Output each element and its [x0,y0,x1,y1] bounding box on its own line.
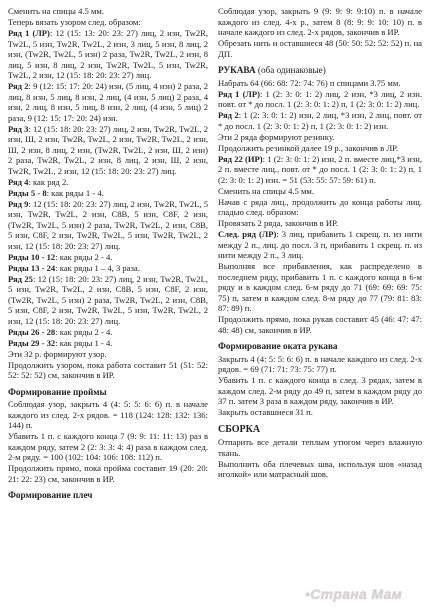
instruction-text: : 1 (2: 3: 0: 1: 2) лиц, 2 изн, *3 лиц, 2 изн. повт. от * до посл. 1 (2: 3: 0: 1: 2) п, 1 (2: 3: 0: 1: 2) лиц. [218,88,422,109]
instruction-paragraph [8,463,208,484]
instruction-paragraph [218,407,422,418]
instruction-text: Начав с ряда лиц., продолжить до конца работы лиц. гладью след. образом: [218,196,422,217]
instruction-text: Эти 32 р. формируют узор. [8,348,107,359]
instruction-paragraph [218,110,422,131]
watermark-text: Страна Мам [310,586,403,602]
row-label: Ряд 1 (ЛР) [8,28,50,38]
instruction-paragraph [218,78,422,89]
instruction-paragraph [218,375,422,407]
instruction-paragraph [8,124,208,177]
instruction-text: Обрезать нить и оставшиеся 48 (50: 50: 52: 52: 52) п. на ДП. [218,38,422,59]
instruction-text: Выполнить оба плечевых шва, используя шов «назад иголкой» или матрасный шов. [218,458,422,479]
instruction-text: Продолжить узором, пока работа составит 51 (51: 52: 52: 52: 52) см, закончив в ИР. [8,359,208,380]
row-label: Ряд 3 [8,123,29,134]
instruction-paragraph [218,6,422,38]
row-label: Ряд 1 (ЛР) [218,88,260,99]
instruction-paragraph [218,197,422,218]
instruction-text: Убавить 1 п. с каждого конца в след. 3 рядах, затем в каждом след. 2-м ряду до 49 п, затем в каждом ряду до 37 п. затем 3 раза в каждом ряду, закончив в ИР. [218,375,422,406]
watermark-dot: • [305,586,311,602]
site-watermark [305,586,425,608]
instruction-paragraph [8,17,208,28]
row-label: Ряды 5 - 8 [8,187,47,198]
instruction-text: : как ряды 1 - 4. [55,337,113,348]
instruction-paragraph [8,252,208,263]
instruction-text: Убавить 1 п. с каждого конца 7 (9: 9: 11: 11: 13) раз в каждом ряду, затем 2 (2: 3: 3: 4: 4) раза в каждом след. 2-м ряду. = 100 (102: 104: 106: 108: 112) п. [8,431,208,462]
section-heading [8,490,208,501]
instruction-paragraph [8,263,208,274]
section-heading-text: Формирование плеч [8,490,93,500]
section-heading-text: СБОРКА [218,423,261,435]
section-heading-text: Формирование проймы [8,386,107,397]
instruction-paragraph [218,437,422,458]
instruction-text: : 1 (2: 3: 0: 1: 2) изн, 2 п. вместе лиц,*3 изн, 2 п. вместе лиц., повт. от * до посл. 1 (2: 3: 0: 1: 2) п, 1 (2: 3: 0: 1: 2) изн. = 51 (53: 55: 57: 59: 61) п. [218,153,422,185]
instruction-paragraph [218,229,422,261]
instruction-text: : как ряды 1 - 4. [46,187,104,198]
row-label: Ряды 13 - 24 [8,262,56,273]
row-label: Ряды 10 - 12 [8,251,56,262]
instruction-paragraph [218,314,422,335]
instruction-text: Провязать 2 ряда, закончив в ИР. [218,218,338,228]
row-label: Ряды 29 - 32 [8,337,56,348]
instruction-text: : как ряды 1 – 4, 3 раза. [55,262,140,273]
instruction-text: Сменить на спицы 4.5 мм. [218,185,315,196]
instruction-text: : 12 (15: 18: 20: 23: 27) лиц, 2 изн, Tw2R, Tw2L, 5 изн, Tw2R, Tw2L, 2 изн, C8B, 5 изн, C8F, 2 изн, (Tw2R, Tw2L, 5 изн) 2 раза, Tw2R, Tw2L, 2 изн, C8B, 5 изн, C8F, 2 изн, Tw2R, Tw2L, 5 изн, Tw2R, Tw2L, 2 изн, 12 (15: 18: 20: 23: 27) лиц. [8,198,209,251]
instruction-text: Набрать 64 (66: 68: 72: 74: 76) п спицами 3.75 мм. [218,77,401,88]
instruction-text: Эти 2 ряда формируют резинку. [218,131,335,142]
section-heading [218,341,422,352]
instruction-paragraph [218,218,422,229]
instruction-paragraph [218,38,422,59]
instruction-paragraph [218,89,422,110]
instruction-paragraph [218,186,422,197]
row-label: Ряд 22 (ИР) [218,153,263,164]
row-label: След. ряд (ЛР) [218,229,277,239]
row-label: Ряд 25 [8,273,33,284]
instruction-text: : 3 лиц, прибавить 1 скрещ. п. из нити между 2 п., лиц. до посл. 3 п, прибавить 1 скрещ. п. из нити между 2 п., 3 лиц. [218,229,422,260]
instruction-paragraph [218,132,422,143]
instruction-text: : как ряды 2 - 4. [55,326,113,337]
instruction-text: : 12 (15: 18: 20: 23: 27) лиц, 2 изн, Tw2R, Tw2L, 2 изн, Ш, 2 изн, Tw2R, Tw2L, 2 изн, Tw2R, Tw2L, 2 изн, Ш, 2 изн, 8 лиц, 2 изн, (Tw2R, Tw2L, 2 изн, Ш, 2 изн) 2 раза, Tw2R, Tw2L, 2 изн, 8 лиц, 2 изн, Ш, 2 изн, Tw2R, Tw2L, 2 изн, 12 (15: 18: 20: 23: 27) лиц. [8,123,209,176]
instruction-text: Отпарить все детали теплым утюгом через влажную ткань. [218,437,422,458]
right-column [218,6,422,480]
instruction-paragraph [8,274,208,327]
section-heading [8,387,208,398]
instruction-paragraph [218,354,422,375]
instruction-text: Выполняя все прибавления, как распределено в последнем ряду, прибавить 1 п. с каждого конца в 6-м ряду и в каждом след. 6-м ряду до 71 (69: 69: 69: 75: 75) п, затем в каждом след. 8-м ряду до 77 (79: 81: 83: 87: 89) п. [218,261,422,313]
instruction-paragraph [8,188,208,199]
instruction-paragraph [8,81,208,123]
left-column [8,6,208,503]
instruction-text: : 12 (15: 18: 20: 23: 27) лиц, 2 изн, Tw2R, Tw2L, 5 изн, Tw2R, Tw2L, 2 изн, C8B, 5 изн, C8F, 2 изн, (Tw2R, Tw2L, 5 изн) 2 раза, Tw2R, Tw2L, 2 изн, C8B, 5 изн, C8F, 2 изн, Tw2R, Tw2L, 5 изн, Tw2R, Tw2L, 2 изн, 12 (15: 18: 20: 23: 27) лиц. [8,273,209,326]
instruction-paragraph [8,327,208,338]
row-label: Ряд 2 [218,110,239,120]
instruction-text: : 1 (2: 3: 0: 1: 2) изн, 2 лиц, *3 изн, 2 лиц, повт. от * до посл. 1 (2: 3: 0: 1: 2) п, 1 (2: 3: 0: 1: 2) изн. [218,110,422,131]
instruction-paragraph [8,360,208,381]
instruction-text: Закрыть оставшиеся 31 п. [218,407,313,417]
section-heading-note: (оба одинаковые) [255,65,326,75]
row-label: Ряд 9 [8,198,29,209]
instruction-text: Соблюдая узор, закрыть 4 (4: 5: 5: 6: 6) п. в начале каждого из след. 2-х рядов. = 118 (124: 128: 132: 136: 144) п. [8,399,208,430]
instruction-text: Теперь вязать узором след. образом: [8,17,141,27]
instruction-paragraph [8,399,208,431]
section-heading-text: РУКАВА [218,65,256,75]
row-label: Ряд 4 [8,176,29,187]
instruction-text: Сменить на спицы 4.5 мм. [8,6,105,16]
instruction-paragraph [8,177,208,188]
instruction-text: Закрыть 4 (4: 5: 5: 6: 6) п. в начале каждого из след. 2-х рядов. = 69 (71: 71: 73: 75: 77) п. [218,353,422,374]
section-heading-text: Формирование оката рукава [218,341,338,351]
instruction-text: : как ряды 2 - 4. [55,251,113,262]
row-label: Ряд 2 [8,81,29,91]
instruction-paragraph [218,261,422,314]
instruction-paragraph [218,459,422,480]
instruction-text: Продолжить прямо, пока пройма составит 19 (20: 20: 21: 22: 23) см, закончив в ИР. [8,463,208,484]
instruction-paragraph [8,349,208,360]
instruction-text: : как ряд 2. [28,176,69,187]
instruction-paragraph [8,338,208,349]
instruction-paragraph [8,6,208,17]
section-heading [218,425,422,436]
instruction-paragraph [8,199,208,252]
instruction-paragraph [218,143,422,154]
instruction-text: : 9 (12: 15: 17: 20: 24) изн, (5 лиц, 4 изн) 2 раза, 2 лиц, 8 изн, 5 лиц, 8 изн, 2 лиц, (4 изн, 5 лиц) 2 раза, 4 изн, 2 лиц, 8 изн, 5 лиц, 8 изн, 2 лиц, (4 изн, 5 лиц) 2 раза, 9 (12: 15: 17: 20: 24) изн. [8,81,208,123]
instruction-text: : 12 (15: 13: 20: 23: 27) лиц, 2 изн, Tw2R, Tw2L, 5 изн, Tw2R, Tw2L, 2 изн, 3 лиц, 5 изн, 8 лиц, 2 изн, (Tw2R, Tw2L, 5 изн) 2 раза, Tw2R, Tw2L, 2 изн, 8 лиц, 5 изн, 8 лиц, 2 изн, Tw2R, Tw2L, 5 изн, Tw2R, Tw2L, 2 изн, 12 (15: 18: 20: 23: 27) лиц. [8,28,208,80]
instruction-text: Продолжить прямо, пока рукав составит 45 (46: 47: 47: 48: 48) см, закончив в ИР. [218,314,422,335]
instruction-paragraph [8,431,208,463]
instruction-paragraph [218,154,422,186]
instruction-paragraph [8,28,208,81]
instruction-text: Продолжить резинкой далее 19 р., закончив в ЛР. [218,142,399,153]
row-label: Ряды 26 - 28 [8,326,56,337]
instruction-text: Соблюдая узор, закрыть 9 (9: 9: 9: 9:10) п. в начале каждого из след. 4-х р., затем 8 (8: 9: 9: 10: 10) п. в начале каждого из след. 2-х рядов, закончив в ИР. [218,6,422,37]
section-heading [218,65,422,76]
